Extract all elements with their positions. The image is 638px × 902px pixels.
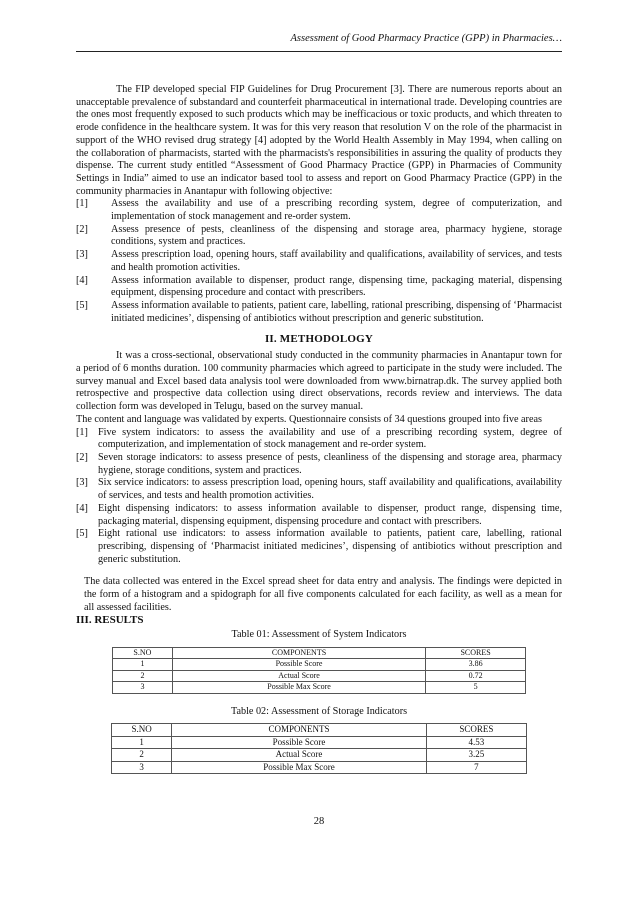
table-cell: 0.72 — [426, 670, 526, 682]
content-paragraph: The content and language was validated by experts. Questionnaire consists of 34 questions grouped into five areas — [76, 413, 542, 425]
table-cell: Possible Max Score — [172, 761, 427, 774]
table-cell: Actual Score — [172, 749, 427, 762]
objectives-list — [76, 198, 562, 325]
list-item — [76, 300, 562, 325]
table-row — [112, 736, 527, 749]
storage-indicators-table — [111, 723, 527, 774]
list-text: Assess the availability and use of a prescribing recording system, degree of computerization, and implementation of stock management and re-order system. — [111, 198, 562, 223]
table-caption-2: Table 02: Assessment of Storage Indicators — [230, 705, 408, 717]
table-row — [113, 659, 526, 671]
table-cell: Actual Score — [172, 670, 425, 682]
list-number: [4] — [76, 274, 88, 286]
areas-list — [76, 427, 562, 567]
list-number: [4] — [76, 502, 88, 514]
table-cell: 1 — [113, 659, 173, 671]
article-body — [76, 84, 562, 774]
list-text: Assess information available to patients, patient care, labelling, rational prescribing, dispensing of ‘Pharmacist initiated medicines’, dispensing of antibiotics without prescription and generic substitution. — [111, 299, 562, 324]
table-row — [112, 749, 527, 762]
list-text: Assess information available to dispenser, product range, dispensing time, packaging material, dispensing equipment, dispensing procedure and contact with prescribers. — [111, 274, 562, 299]
table-cell: Possible Score — [172, 736, 427, 749]
table-cell: Possible Max Score — [172, 682, 425, 694]
list-number: [3] — [76, 477, 88, 489]
list-item — [76, 427, 562, 452]
list-text: Eight dispensing indicators: to assess information available to dispenser, product range, dispensing time, packaging material, dispensing equipment, dispensing procedure and contact with prescribers. — [98, 502, 562, 527]
list-number: [2] — [76, 451, 88, 463]
table-header-cell: S.NO — [113, 647, 173, 659]
methodology-paragraph: It was a cross-sectional, observational study conducted in the community pharmacies in Anantapur town for a period of 6 months duration. 100 community pharmacies which agreed to participate in the study were included. The survey manual and Excel based data analysis tool were downloaded from www.birnatrap.dk. The survey applied both retrospective and prospective data collection using direct observations, records review and interviews. The data collection form was developed in Telugu, based on the survey manual. — [76, 350, 562, 413]
table-header-cell: SCORES — [426, 724, 526, 737]
list-number: [1] — [76, 426, 88, 438]
running-head: Assessment of Good Pharmacy Practice (GPP) in Pharmacies… — [290, 33, 562, 44]
list-text: Six service indicators: to assess prescription load, opening hours, staff availability and qualifications, availability of services, and tests and health promotion activities. — [98, 477, 562, 502]
table-row — [112, 761, 527, 774]
table-cell: 4.53 — [426, 736, 526, 749]
table-cell: 3.25 — [426, 749, 526, 762]
table-row — [113, 670, 526, 682]
table-cell: 1 — [112, 736, 172, 749]
table-cell: 5 — [426, 682, 526, 694]
table-caption-1: Table 01: Assessment of System Indicators — [231, 628, 407, 640]
system-indicators-table — [112, 647, 526, 694]
list-text: Assess presence of pests, cleanliness of the dispensing and storage area, pharmacy hygiene, storage conditions, system and practices. — [111, 223, 562, 248]
list-number: [5] — [76, 299, 88, 311]
list-number: [5] — [76, 528, 88, 540]
list-item — [76, 275, 562, 300]
methodology-heading: II. METHODOLOGY — [264, 333, 374, 346]
list-item — [76, 452, 562, 477]
table-cell: 3.86 — [426, 659, 526, 671]
table-cell: 2 — [112, 749, 172, 762]
list-text: Five system indicators: to assess the availability and use of a prescribing recording system, degree of computerization, and implementation of stock management and re-order system. — [98, 426, 562, 451]
table-row — [113, 682, 526, 694]
table-header-cell: COMPONENTS — [172, 647, 425, 659]
list-item — [76, 249, 562, 274]
list-text: Eight rational use indicators: to assess information available to patients, patient care, labelling, rational prescribing, dispensing of ‘Pharmacist initiated medicines’, dispensing of antibiotics without prescription and generic substitution. — [98, 528, 562, 565]
table-cell: Possible Score — [172, 659, 425, 671]
table-cell: 7 — [426, 761, 526, 774]
table-header-cell: COMPONENTS — [172, 724, 427, 737]
list-item — [76, 528, 562, 566]
list-item — [76, 503, 562, 528]
list-number: [1] — [76, 198, 88, 210]
results-heading: III. RESULTS — [76, 614, 144, 627]
intro-paragraph: The FIP developed special FIP Guidelines for Drug Procurement [3]. There are numerous reports about an unacceptable prevalence of substandard and counterfeit pharmaceutical in international trade. Developing countries are the ones most frequently exposed to such products which may be inefficacious or toxic products, and which threaten to erode confidence in the healthcare system. It was for this very reason that resolution V on the role of the pharmacist in support of the WHO revised drug strategy [4] adopted by the World Health Assembly in May 1994, when calling on the collaboration of pharmacists, started with the pharmacists's responsibilities in assuring the quality of products they dispense. The current study entitled “Assessment of Good Pharmacy Practice (GPP) in Pharmacies of Community Settings in India” aimed to use an indicator based tool to assess and report on Good Pharmacy Practice (GPP) in the community pharmacies in Anantapur with following objective: — [76, 84, 562, 197]
data-paragraph: The data collected was entered in the Excel spread sheet for data entry and analysis. The findings were depicted in the form of a histogram and a spidograph for all five components calculated for each facility, as well as a mean for all assessed facilities. — [84, 576, 562, 613]
list-item — [76, 477, 562, 502]
table-header-row — [112, 724, 527, 737]
table-header-cell: SCORES — [426, 647, 526, 659]
list-text: Seven storage indicators: to assess presence of pests, cleanliness of the dispensing and storage area, pharmacy hygiene, storage conditions, system and practices. — [98, 451, 562, 476]
table-cell: 3 — [112, 761, 172, 774]
list-text: Assess prescription load, opening hours, staff availability and qualifications, availability of services, and tests and health promotion activities. — [111, 249, 562, 273]
list-number: [3] — [76, 249, 88, 261]
header-rule — [76, 51, 562, 52]
list-number: [2] — [76, 223, 88, 235]
table-header-row — [113, 647, 526, 659]
list-item — [76, 224, 562, 249]
table-cell: 2 — [113, 670, 173, 682]
table-cell: 3 — [113, 682, 173, 694]
table-header-cell: S.NO — [112, 724, 172, 737]
page-number: 28 — [313, 816, 325, 827]
list-item — [76, 198, 562, 223]
